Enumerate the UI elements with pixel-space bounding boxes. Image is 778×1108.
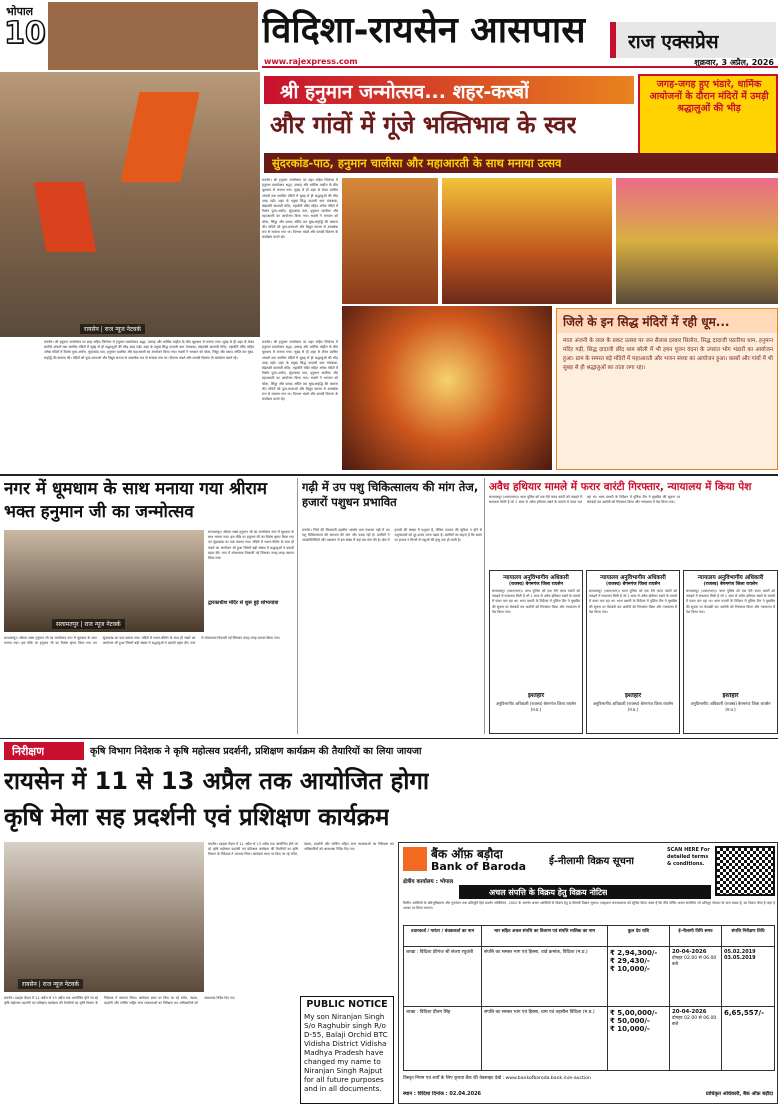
notice-body: सलामतपुर (आरएनएन)। थाना पुलिस को एक ऐसे फरार वारंटी को पकड़ने में सफलता मिली है जो 1 साल से अवैध हथियार रखने के मामले में फरार चल रहा था। थाना प्रभारी के निर्देशन में पुलिस टीम ने मुखबिर की सूचना पर घेराबंदी कर आरोपी को गिरफ्तार किया और न्यायालय में पेश किया गया।: [492, 589, 580, 614]
hanuman-idol-photo: [342, 306, 552, 470]
bank-col-header: संपत्ति निरीक्षण तिथि: [731, 929, 765, 934]
notice-title: न्यायालय अनुविभागीय अधिकारी: [697, 575, 764, 581]
bank-row-name: शाखा : विदिशा फ्रीगंज श्री संजय रघुवंशी: [404, 947, 482, 1006]
bank-row-desc: संपत्ति का समस्त भाग एवं हिस्सा, वार्ड क्रमांक, विदिशा (म.प्र.): [482, 947, 608, 1006]
bank-inspect: 6,65,557/-: [724, 1009, 765, 1017]
notice-subtitle: (राजस्व) बेगमगंज जिला रायसेन: [605, 582, 661, 587]
agri-kicker-text: कृषि विभाग निदेशक ने कृषि महोत्सव प्रदर्शनी, प्रशिक्षण कार्यक्रम की तैयारियों का लिया जायजा: [90, 746, 422, 757]
public-notice-box: [300, 996, 394, 1104]
temple-photo-2: [442, 178, 612, 304]
agri-photo: [4, 842, 204, 992]
qr-scan-text: SCAN HERE For detailed terms & conditions.: [667, 847, 710, 867]
inset-headline: जिले के इन सिद्ध मंदिरों में रही धूम...: [563, 315, 730, 329]
lead-sidebar-box: [638, 74, 778, 156]
agri-headline-1: रायसेन में 11 से 13 अप्रैल तक आयोजित होगा: [4, 767, 430, 795]
temple-photo-1: [342, 178, 438, 304]
brand-block: [610, 22, 776, 58]
story3-headline: गढ़ी में उप पशु चिकित्सालय की मांग तेज, हजारों पशुधन प्रभावित: [302, 480, 479, 509]
bank-row-date: [670, 1007, 722, 1070]
inset-box: [556, 308, 778, 470]
bank-logo-icon: [403, 847, 427, 871]
bank-signature: प्राधिकृत अधिकारी, बैंक ऑफ़ बड़ौदा: [705, 1091, 773, 1097]
bank-footer[interactable]: विस्तृत नियम एवं शर्तों के लिए कृपया बैंक की वेबसाइट देखें : www.bankofbaroda.bank.in/e-auction: [403, 1076, 591, 1081]
lead-photo: [0, 72, 260, 337]
lead-body-col2: रायसेन। श्री हनुमान जन्मोत्सव पर शहर सहित जिलेभर में हनुमान प्रकटोत्सव श्रद्धा, उत्साह और धार्मिक माहौल के बीच धूमधाम से मनाया गया। सुबह से ही शहर से लेकर ग्रामीण अंचलों तक स्थापित मंदिरों में सुबह से ही श्रद्धालुओं की भीड़ उमड़ पड़ी। शहर के प्रमुख सिद्ध दादाजी धाम मंजबाबा, खेड़ापति बालाजी मंदिर, महावीरी मंदिर सहित अनेक मंदिरों में विशेष पूजा-अर्चना, सुंदरकांड पाठ, हनुमान चालीसा और महाआरती का आयोजन किया गया। भक्तों ने भगवान को चोला, सिंदूर और प्रसाद अर्पित कर सुख-समृद्धि की कामना की। मंदिरों को फूल-मालाओं और विद्युत सज्जा से आकर्षक रूप से सजाया गया था। दिनभर भंडारे और प्रसादी वितरण के कार्यक्रम चलते रहे।: [44, 340, 254, 360]
bank-title: अचल संपत्ति के विक्रय हेतु विक्रय नोटिस: [489, 888, 608, 897]
inset-head-band: [557, 309, 778, 333]
column-rule: [297, 478, 298, 734]
agri-kicker-tag: [4, 742, 84, 760]
notice-ishtahar: इश्तहार: [722, 692, 739, 699]
public-notice-body: My son Niranjan Singh S/o Raghubir singh R/o D-55, Balaji Orchid BTC Vidisha District Vidisha Madhya Pradesh have changed my name to Niranjan Singh Rajput for all future purposes and in all documents.: [304, 1012, 388, 1093]
bank-auction-time: दोपहर 02.00 से 06.00 बजे: [672, 956, 717, 967]
court-notice-3: [683, 570, 778, 734]
notice-footer: अनुविभागीय अधिकारी (राजस्व) बेगमगंज जिला रायसेन (म.प्र.): [690, 701, 771, 712]
bank-col-header: उधारकर्ता / गारंटर / बंधककर्ता का नाम: [404, 926, 482, 946]
photo-credit: रायसेन | राज न्यूज नेटवर्क: [80, 324, 145, 334]
bank-amount: ₹ 5,00,000/-: [610, 1009, 658, 1017]
bank-table-row: [403, 1007, 775, 1071]
bank-auction-date: 20-04-2026: [672, 949, 707, 955]
notice-title: न्यायालय अनुविभागीय अधिकारी: [503, 575, 569, 581]
lead-body-col1: रायसेन। श्री हनुमान जन्मोत्सव पर शहर सहित जिलेभर में हनुमान प्रकटोत्सव श्रद्धा, उत्साह और धार्मिक माहौल के बीच धूमधाम से मनाया गया। सुबह से ही शहर से लेकर ग्रामीण अंचलों तक स्थापित मंदिरों में सुबह से ही श्रद्धालुओं की भीड़ उमड़ पड़ी। शहर के प्रमुख सिद्ध दादाजी धाम मंजबाबा, खेड़ापति बालाजी मंदिर, महावीरी मंदिर सहित अनेक मंदिरों में विशेष पूजा-अर्चना, सुंदरकांड पाठ, हनुमान चालीसा और महाआरती का आयोजन किया गया। भक्तों ने भगवान को चोला, सिंदूर और प्रसाद अर्पित कर सुख-समृद्धि की कामना की। मंदिरों को फूल-मालाओं और विद्युत सज्जा से आकर्षक रूप से सजाया गया था। दिनभर भंडारे और प्रसादी वितरण के कार्यक्रम चलते रहे।: [262, 178, 338, 240]
public-notice-title: PUBLIC NOTICE: [306, 999, 388, 1010]
story2-body: सलामतपुर। श्रीराम भक्त हनुमान जी का जन्मोत्सव नगर में धूमधाम के साथ मनाया गया। इस मौके पर हनुमान जी का विशेष श्रृंगार किया गया एवं सुंदरकांड का पाठ कराया गया। मंदिरों में भजन-कीर्तन के साथ ही भंडारे का आयोजन भी हुआ जिसमें बड़ी संख्या में श्रद्धालुओं ने प्रसादी ग्रहण की। नगर में शोभायात्रा निकाली गई जिसका जगह-जगह स्वागत किया गया।: [4, 636, 281, 646]
lead-kicker-band: [264, 76, 634, 104]
photo-credit: रायसेन | राज न्यूज नेटवर्क: [18, 979, 83, 989]
notice-ishtahar: इश्तहार: [624, 692, 642, 699]
bank-amount: ₹ 50,000/-: [610, 1017, 650, 1025]
temple-photo-3: [616, 178, 778, 304]
story4-headline: अवैध हथियार मामले में फरार वारंटी गिरफ्तार, न्यायालय में किया पेश: [489, 481, 752, 493]
divider: [0, 474, 778, 476]
story4-body: सलामतपुर (आरएनएन)। थाना पुलिस को एक ऐसे फरार वारंटी को पकड़ने में सफलता मिली है जो 1 साल से अवैध हथियार रखने के मामले में फरार चल रहा था। थाना प्रभारी के निर्देशन में पुलिस टीम ने मुखबिर की सूचना पर घेराबंदी कर आरोपी को गिरफ्तार किया और न्यायालय में पेश किया गया।: [489, 495, 680, 505]
court-notices: [489, 570, 778, 734]
story2-subhead: द्वारकाधीश मंदिर से शुरू हुई शोभायात्रा: [208, 600, 294, 607]
photo-credit: सलामतपुर | राज न्यूज नेटवर्क: [52, 619, 125, 629]
notice-subtitle: (राजस्व) बेगमगंज जिला रायसेन: [703, 582, 758, 587]
story2-body-col: सलामतपुर। श्रीराम भक्त हनुमान जी का जन्मोत्सव नगर में धूमधाम के साथ मनाया गया। इस मौके पर हनुमान जी का विशेष श्रृंगार किया गया एवं सुंदरकांड का पाठ कराया गया। मंदिरों में भजन-कीर्तन के साथ ही भंडारे का आयोजन भी हुआ जिसमें बड़ी संख्या में श्रद्धालुओं ने प्रसादी ग्रहण की। नगर में शोभायात्रा निकाली गई जिसका जगह-जगह स्वागत किया गया।: [208, 530, 294, 561]
bank-row-desc: संपत्ति का समस्त भाग एवं हिस्सा, ग्राम एवं तहसील विदिशा (म.प्र.): [482, 1007, 608, 1070]
bank-auction-date: 20-04-2026: [672, 1009, 707, 1015]
story2-headline: नगर में धूमधाम के साथ मनाया गया श्रीराम भक्त हनुमान जी का जन्मोत्सव: [4, 479, 268, 522]
bank-place-date: स्थान : विदिशा दिनांक : 02.04.2026: [403, 1091, 482, 1097]
bank-col-header: कुल देय राशि: [608, 926, 670, 946]
lead-subhead-band: [264, 153, 778, 173]
bank-notice: [398, 842, 778, 1104]
bank-row-date: [670, 947, 722, 1006]
dateline: [262, 56, 778, 68]
bank-col-header: ई-नीलामी तिथि समय: [670, 926, 722, 946]
bank-title-band: [459, 885, 711, 899]
notice-body: सलामतपुर (आरएनएन)। थाना पुलिस को एक ऐसे फरार वारंटी को पकड़ने में सफलता मिली है जो 1 साल से अवैध हथियार रखने के मामले में फरार चल रहा था। थाना प्रभारी के निर्देशन में पुलिस टीम ने मुखबिर की सूचना पर घेराबंदी कर आरोपी को गिरफ्तार किया और न्यायालय में पेश किया गया।: [686, 589, 775, 614]
bank-table-header: [403, 925, 775, 947]
bank-name-en: Bank of Baroda: [431, 860, 527, 873]
notice-footer: अनुविभागीय अधिकारी (राजस्व) बेगमगंज जिला रायसेन (म.प्र.): [495, 701, 577, 712]
saffron-flag-icon: [34, 182, 96, 252]
bank-auction-title: ई-नीलामी विक्रय सूचना: [549, 856, 634, 867]
bank-amount: ₹ 10,000/-: [610, 965, 650, 973]
divider: [0, 738, 778, 739]
section-title: विदिशा-रायसेन आसपास: [262, 10, 586, 51]
page-number-box: [0, 0, 46, 62]
notice-body: सलामतपुर (आरएनएन)। थाना पुलिस को एक ऐसे फरार वारंटी को पकड़ने में सफलता मिली है जो 1 साल से अवैध हथियार रखने के मामले में फरार चल रहा था। थाना प्रभारी के निर्देशन में पुलिस टीम ने मुखबिर की सूचना पर घेराबंदी कर आरोपी को गिरफ्तार किया और न्यायालय में पेश किया गया।: [589, 589, 677, 614]
bank-row-amounts: [608, 947, 670, 1006]
lead-headline: और गांवों में गूंजे भक्तिभाव के स्वर: [270, 111, 577, 139]
notice-ishtahar: इश्तहार: [527, 692, 545, 699]
bank-auction-time: दोपहर 02.00 से 06.00 बजे: [672, 1016, 717, 1027]
bank-branch: क्षेत्रीय कार्यालय : भोपाल: [403, 879, 454, 885]
agri-body-col2: रायसेन। दशहरा मैदान में 11 अप्रैल से 13 अप्रैल तक आयोजित होने जा रहे कृषि महोत्सव प्रदर्शनी एवं प्रशिक्षण कार्यक्रम की तैयारियों का कृषि विभाग के निदेशक ने जायजा लिया। कार्यक्रम स्थल पर किए जा रहे स्टॉल, पंडाल, प्रदर्शनी और पार्किंग सहित अन्य व्यवस्थाओं का निरीक्षण कर अधिकारियों को आवश्यक निर्देश दिए गए।: [4, 996, 236, 1006]
issue-date: शुक्रवार, 3 अप्रैल, 2026: [694, 58, 774, 67]
court-notice-1: [489, 570, 583, 734]
agri-kicker: निरीक्षण: [12, 745, 45, 758]
story2-photo: [4, 530, 204, 632]
column-rule: [484, 478, 485, 734]
website-link[interactable]: www.rajexpress.com: [264, 57, 358, 66]
saffron-flag-icon: [120, 92, 199, 182]
lead-sidebar-text: जगह-जगह हुए भंडारे, धार्मिक आयोजनों के दौरान मंदिरों में उमड़ी श्रद्धालुओं की भीड़: [649, 79, 769, 114]
bank-row-name: शाखा : विदिशा प्रीतम सिंह: [404, 1007, 482, 1070]
bank-col-header: भार सहित अचल संपत्ति का विवरण एवं संपत्ति मालिक का नाम: [482, 926, 608, 946]
bank-row-amounts: [608, 1007, 670, 1070]
masthead: [0, 0, 778, 70]
brand-name: राज एक्सप्रेस: [628, 31, 719, 53]
page-number: 10: [4, 16, 46, 51]
court-notice-2: [586, 570, 680, 734]
bank-amount: ₹ 2,94,300/-: [610, 949, 658, 957]
notice-footer: अनुविभागीय अधिकारी (राजस्व) बेगमगंज जिला रायसेन (म.प्र.): [592, 701, 674, 712]
edition-city: भोपाल: [6, 5, 34, 18]
bank-inspect: 05.02.2019 03.05.2019: [724, 949, 756, 961]
masthead-photo: [48, 2, 258, 70]
bank-amount: ₹ 10,000/-: [610, 1025, 650, 1033]
bank-amount: ₹ 29,430/-: [610, 957, 650, 965]
notice-subtitle: (राजस्व) बेगमगंज जिला रायसेन: [508, 582, 564, 587]
lead-kicker: श्री हनुमान जन्मोत्सव... शहर-कस्बों: [280, 81, 530, 103]
bank-intro: वित्तीय आस्तियों के प्रतिभूतिकरण और पुनर्गठन तथा प्रतिभूति हित प्रवर्तन अधिनियम, 2002 के अंतर्गत अचल आस्तियों के विक्रय हेतु ई-नीलामी विक्रय सूचना। एतद्द्वारा जनसाधारण को सूचित किया जाता है कि नीचे वर्णित अचल संपत्तियां जो प्रतिभूत लेनदार के पास बंधक हैं, का विक्रय जैसा है जहां है आधार पर किया जाएगा।: [403, 901, 775, 911]
agri-headline-2: कृषि मेला सह प्रदर्शनी एवं प्रशिक्षण कार्यक्रम: [4, 803, 390, 831]
bank-table-row: [403, 947, 775, 1007]
agri-body-col1: रायसेन। दशहरा मैदान में 11 अप्रैल से 13 अप्रैल तक आयोजित होने जा रहे कृषि महोत्सव प्रदर्शनी एवं प्रशिक्षण कार्यक्रम की तैयारियों का कृषि विभाग के निदेशक ने जायजा लिया। कार्यक्रम स्थल पर किए जा रहे स्टॉल, पंडाल, प्रदर्शनी और पार्किंग सहित अन्य व्यवस्थाओं का निरीक्षण कर अधिकारियों को आवश्यक निर्देश दिए गए।: [208, 842, 394, 857]
bank-name-hi: बैंक ऑफ़ बड़ौदा: [431, 847, 503, 861]
qr-code[interactable]: [715, 846, 775, 896]
inset-body: माता अंजनी के लाल के प्रकट उत्सव पर जन सैलाब दरबार सिलोरा, सिद्ध दादाजी पठारिया धाम, हनुमान मंदिर गढ़ी, सिद्ध दादाजी छींद धाम बरेली में भी हवन पूजन वंदना के उपरांत भोग भंडारों का आयोजन हुआ। ग्राम के समस्त बड़े मंदिरों में महाआरती और भजन संध्या का आयोजन हुआ। कस्बों और गांवों में भी सुबह से ही श्रद्धालुओं का तांता लगा रहा।: [563, 338, 773, 371]
story3-body: रायसेन। जिले की सिलवानी तहसील अंतर्गत ग्राम पंचायत गढ़ी में उप पशु चिकित्सालय की स्थापना की मांग जोर पकड़ रही है। ग्रामीणों ने जनप्रतिनिधियों और प्रशासन से इस संबंध में कई बार मांग की है। क्षेत्र में हजारों की संख्या में पशुधन है, लेकिन उपचार की सुविधा न होने से पशुपालकों को दूर-दराज जाना पड़ता है। ग्रामीणों का कहना है कि समय पर इलाज न मिलने से पशुओं की मृत्यु तक हो जाती है।: [302, 528, 482, 543]
lead-body-col3: रायसेन। श्री हनुमान जन्मोत्सव पर शहर सहित जिलेभर में हनुमान प्रकटोत्सव श्रद्धा, उत्साह और धार्मिक माहौल के बीच धूमधाम से मनाया गया। सुबह से ही शहर से लेकर ग्रामीण अंचलों तक स्थापित मंदिरों में सुबह से ही श्रद्धालुओं की भीड़ उमड़ पड़ी। शहर के प्रमुख सिद्ध दादाजी धाम मंजबाबा, खेड़ापति बालाजी मंदिर, महावीरी मंदिर सहित अनेक मंदिरों में विशेष पूजा-अर्चना, सुंदरकांड पाठ, हनुमान चालीसा और महाआरती का आयोजन किया गया। भक्तों ने भगवान को चोला, सिंदूर और प्रसाद अर्पित कर सुख-समृद्धि की कामना की। मंदिरों को फूल-मालाओं और विद्युत सज्जा से आकर्षक रूप से सजाया गया था। दिनभर भंडारे और प्रसादी वितरण के कार्यक्रम चलते रहे।: [262, 340, 338, 402]
lead-subhead: सुंदरकांड-पाठ, हनुमान चालीसा और महाआरती के साथ मनाया उत्सव: [272, 156, 562, 170]
notice-title: न्यायालय अनुविभागीय अधिकारी: [600, 575, 666, 581]
